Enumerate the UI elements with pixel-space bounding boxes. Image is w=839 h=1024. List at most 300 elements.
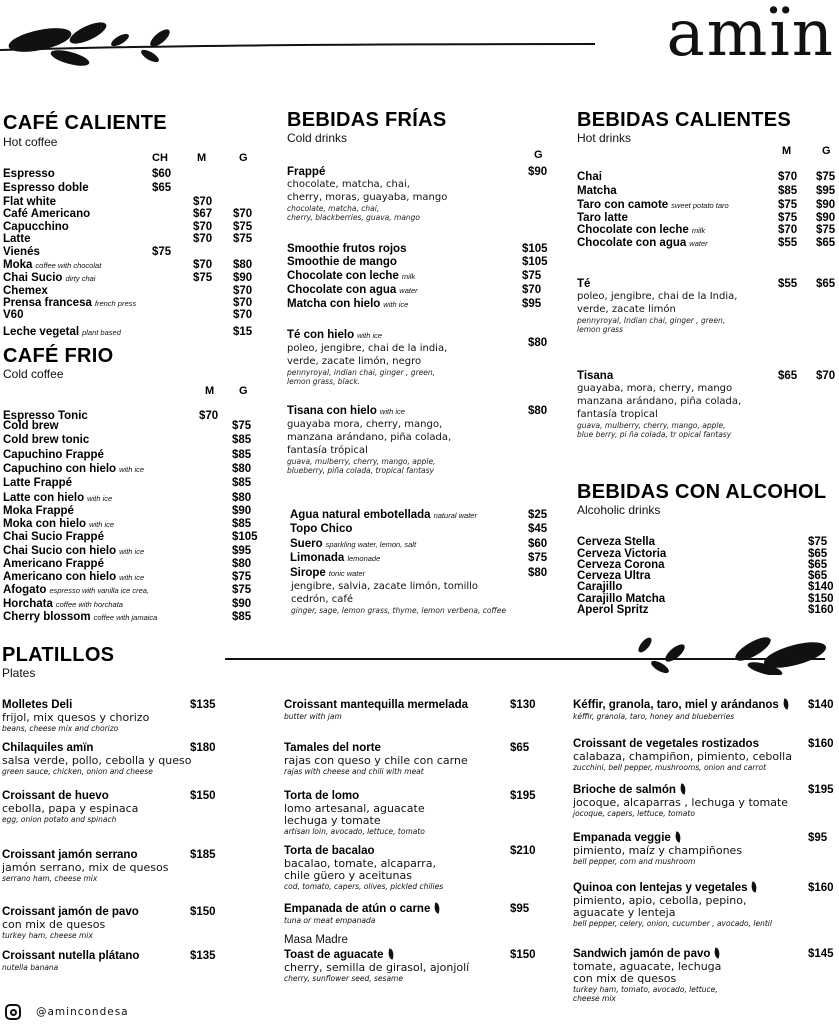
menu-item-name <box>290 567 365 580</box>
item-price: $90 <box>816 212 836 224</box>
item-price: $85 <box>232 611 252 623</box>
item-price: $75 <box>152 246 172 258</box>
item-name: Cerveza Corona <box>577 559 665 571</box>
dish-translation: serrano ham, cheese mix <box>2 874 98 883</box>
menu-item-name <box>3 434 89 447</box>
dish-item <box>573 832 742 866</box>
menu-item-name <box>290 552 380 565</box>
vine-divider-platillos <box>225 625 839 675</box>
item-name: Americano con hielo <box>3 571 117 583</box>
menu-item-name <box>3 326 121 339</box>
vine-divider-top <box>0 0 600 70</box>
dish-translation: bell pepper, celery, onion, cucumber , avocado, lentil <box>573 919 772 928</box>
item-price: $75 <box>808 536 828 548</box>
te-name: Té <box>577 278 591 290</box>
te-translation: pennyroyal, Indian chai, ginger , green, <box>577 316 726 325</box>
menu-item-name <box>577 224 705 237</box>
menu-item-name <box>577 185 617 198</box>
item-note: with ice <box>119 573 145 582</box>
frappe-price: $90 <box>528 166 548 178</box>
item-name: Espresso Tonic <box>3 410 88 422</box>
dish-desc: jamón serrano, mix de quesos <box>2 861 169 874</box>
dish-item <box>573 784 788 818</box>
menu-item-name <box>577 199 729 212</box>
bebidas-frias-subtitle: Cold drinks <box>287 131 348 145</box>
dish-translation: bell pepper, corn and mushroom <box>573 857 696 866</box>
bebidas-calientes-subtitle: Hot drinks <box>577 131 632 145</box>
item-price: $65 <box>152 182 172 194</box>
item-note: sweet potato taro <box>671 201 729 210</box>
tisana-hielo-desc: fantasía trópical <box>287 445 368 456</box>
tisana-item <box>577 370 777 439</box>
menu-item-name <box>3 531 104 544</box>
dish-translation: cherry, sunflower seed, sesame <box>284 974 403 983</box>
dish-name-text: Chilaquiles amïn <box>2 742 94 754</box>
dish-item <box>2 849 168 883</box>
item-price: $95 <box>522 298 542 310</box>
dish-translation: rajas with cheese and chili with meat <box>284 767 424 776</box>
dish-name-text: Quinoa con lentejas y vegetales <box>573 882 748 894</box>
dish-desc: lomo artesanal, aguacate <box>284 802 425 815</box>
te-hielo-item <box>287 329 527 386</box>
item-note: dirty chai <box>65 274 96 283</box>
vegetarian-leaf-icon <box>713 947 721 958</box>
dish-translation: cod, tomato, capers, olives, pickled chilies <box>284 882 444 891</box>
item-price: $195 <box>510 790 536 802</box>
menu-item-name <box>577 171 602 184</box>
dish-item <box>573 948 721 1003</box>
sirope-desc: jengibre, salvia, zacate limón, tomillo <box>291 581 479 592</box>
item-price: $90 <box>232 598 252 610</box>
col-header-ch: CH <box>152 152 168 164</box>
menu-item-name <box>3 492 112 505</box>
item-price: $70 <box>233 285 253 297</box>
dish-name-text: Toast de aguacate <box>284 949 384 961</box>
item-name: Chemex <box>3 285 48 297</box>
dish-desc: pimiento, maíz y champiñones <box>573 844 743 857</box>
dish-name <box>284 699 468 712</box>
frappe-name: Frappé <box>287 166 326 178</box>
dish-translation: beans, cheese mix and chorizo <box>2 724 119 733</box>
item-name: Chocolate con agua <box>577 237 687 249</box>
tisana-translation: blue berry, pi ña colada, tr opical fantasy <box>577 430 732 439</box>
frappe-translation: chocolate, matcha, chai, <box>287 204 380 213</box>
item-name: Latte con hielo <box>3 492 85 504</box>
te-desc: verde, zacate limón <box>577 304 676 315</box>
col-header-g: G <box>534 149 543 161</box>
item-price: $75 <box>778 199 798 211</box>
dish-desc: cherry, semilla de girasol, ajonjolí <box>284 961 470 974</box>
item-price: $195 <box>808 784 834 796</box>
item-name: Americano Frappé <box>3 558 104 570</box>
frappe-translation: cherry, blackberries, guava, mango <box>287 213 421 222</box>
item-price: $75 <box>778 212 798 224</box>
dish-name-text: Sandwich jamón de pavo <box>573 948 711 960</box>
bebidas-frias-title: BEBIDAS FRÍAS <box>287 109 447 131</box>
te-hielo-note: with ice <box>357 331 383 340</box>
item-price: $75 <box>232 420 252 432</box>
item-price: $90 <box>816 199 836 211</box>
item-price: $150 <box>510 949 536 961</box>
item-price: $70 <box>778 171 798 183</box>
item-price: $75 <box>232 584 252 596</box>
dish-translation: kéffir, granola, taro, honey and blueberries <box>573 712 735 721</box>
item-name: Chai Sucio con hielo <box>3 545 117 557</box>
item-price: $70 <box>233 297 253 309</box>
dish-name-text: Croissant mantequilla mermelada <box>284 699 469 711</box>
item-price: $95 <box>510 903 530 915</box>
item-name: Limonada <box>290 552 345 564</box>
item-name: Chai Sucio <box>3 272 63 284</box>
dish-translation: cheese mix <box>573 994 616 1003</box>
tisana-hielo-translation: blueberry, piña colada, tropical fantasy <box>287 466 434 475</box>
brand-logo: amïn <box>666 0 835 71</box>
te-hielo-desc: poleo, jengibre, chai de la india, <box>287 343 448 354</box>
item-name: Matcha <box>577 185 617 197</box>
item-name: Suero <box>290 538 323 550</box>
menu-item-name <box>290 538 416 551</box>
item-price: $130 <box>510 699 536 711</box>
menu-item-name <box>287 298 408 311</box>
te-hielo-desc: verde, zacate limón, negro <box>287 356 422 367</box>
dish-item <box>284 845 443 891</box>
item-price: $70 <box>193 196 213 208</box>
dish-translation: egg, onion potato and spinach <box>2 815 117 824</box>
item-price: $210 <box>510 845 536 857</box>
item-name: Capuchino con hielo <box>3 463 117 475</box>
item-note: with ice <box>87 494 113 503</box>
sirope-description <box>291 580 551 615</box>
te-hielo-translation: lemon grass, black. <box>287 377 361 386</box>
item-name: Sirope <box>290 567 326 579</box>
dish-name-text: Croissant de vegetales rostizados <box>573 738 759 750</box>
item-name: Afogato <box>3 584 47 596</box>
item-price: $140 <box>808 699 834 711</box>
menu-item-name <box>3 246 40 259</box>
item-price: $60 <box>528 538 548 550</box>
dish-desc: con mix de quesos <box>573 972 677 985</box>
item-price: $75 <box>816 171 836 183</box>
item-note: with ice <box>119 547 145 556</box>
dish-name-text: Croissant jamón serrano <box>2 849 138 861</box>
item-name: Smoothie frutos rojos <box>287 243 407 255</box>
tisana-desc: manzana arándano, piña colada, <box>577 396 742 407</box>
item-price: $80 <box>233 259 253 271</box>
item-price: $85 <box>232 449 252 461</box>
item-note: sparkling water, lemon, salt <box>325 540 417 549</box>
dish-name <box>573 699 789 712</box>
item-price: $70 <box>778 224 798 236</box>
menu-item-name <box>3 182 89 195</box>
dish-translation: butter with jam <box>284 712 342 721</box>
cafe-caliente-subtitle: Hot coffee <box>3 135 58 149</box>
dish-desc: jocoque, alcaparras , lechuga y tomate <box>573 796 789 809</box>
col-header-m: M <box>205 385 215 397</box>
item-price: $90 <box>233 272 253 284</box>
cafe-frio-subtitle: Cold coffee <box>3 367 64 381</box>
frappe-item <box>287 166 552 222</box>
dish-desc: con mix de quesos <box>2 918 106 931</box>
item-note: lemonade <box>347 554 381 563</box>
te-desc: poleo, jengibre, chai de la India, <box>577 291 738 302</box>
dish-name-text: Torta de lomo <box>284 790 360 802</box>
item-price: $80 <box>232 558 252 570</box>
item-price: $65 <box>510 742 530 754</box>
dish-translation: zucchini, bell pepper, mushrooms, onion and carrot <box>573 763 767 772</box>
item-price: $95 <box>808 832 828 844</box>
item-price: $75 <box>232 571 252 583</box>
item-price: $70 <box>193 221 213 233</box>
vegetarian-leaf-icon <box>433 902 441 913</box>
item-price: $150 <box>808 593 834 605</box>
alcohol-title: BEBIDAS CON ALCOHOL <box>577 481 827 503</box>
dish-desc: calabaza, champiñon, pimiento, cebolla <box>573 750 792 763</box>
item-note: water <box>399 286 418 295</box>
item-note: coffee with chocolat <box>35 261 102 270</box>
item-price: $95 <box>816 185 836 197</box>
item-note: coffee with jamaica <box>93 613 158 622</box>
dish-translation: nutella banana <box>2 963 59 972</box>
item-price: $70 <box>199 410 219 422</box>
item-name: Chai <box>577 171 602 183</box>
item-price: $75 <box>193 272 213 284</box>
item-price: $85 <box>232 477 252 489</box>
item-price: $85 <box>232 518 252 530</box>
item-price: $60 <box>152 168 172 180</box>
tisana-name: Tisana <box>577 370 614 382</box>
menu-item-name <box>3 449 104 462</box>
item-name: Cerveza Victoria <box>577 548 667 560</box>
dish-desc: bacalao, tomate, alcaparra, <box>284 857 437 870</box>
dish-item <box>2 950 139 972</box>
dish-name-text: Tamales del norte <box>284 742 381 754</box>
item-name: Capuchino Frappé <box>3 449 104 461</box>
item-price: $70 <box>233 309 253 321</box>
menu-item-name <box>577 604 649 617</box>
item-name: Chai Sucio Frappé <box>3 531 104 543</box>
item-name: Espresso <box>3 168 55 180</box>
item-price: $75 <box>816 224 836 236</box>
bebidas-calientes-title: BEBIDAS CALIENTES <box>577 109 792 131</box>
item-price: $180 <box>190 742 216 754</box>
item-name: Taro con camote <box>577 199 669 211</box>
dish-item <box>573 738 792 772</box>
item-name: Aperol Spritz <box>577 604 649 616</box>
item-name: Capucchino <box>3 221 69 233</box>
vegetarian-leaf-icon <box>386 948 394 959</box>
tisana-translation: guava, mulberry, cherry, mango, apple, <box>577 421 726 430</box>
col-header-m: M <box>197 152 207 164</box>
tisana-price-m: $65 <box>778 370 798 382</box>
item-price: $80 <box>232 492 252 504</box>
menu-item-name <box>3 598 123 611</box>
te-hielo-translation: pennyroyal, indian chai, ginger , green, <box>287 368 436 377</box>
item-price: $105 <box>522 243 548 255</box>
dish-translation: turkey ham, cheese mix <box>2 931 93 940</box>
dish-item <box>284 742 468 776</box>
item-price: $160 <box>808 738 834 750</box>
item-price: $80 <box>232 463 252 475</box>
instagram-handle[interactable]: @amincondesa <box>36 1006 129 1018</box>
menu-item-name <box>3 558 104 571</box>
item-price: $45 <box>528 523 548 535</box>
item-name: Topo Chico <box>290 523 353 535</box>
item-price: $75 <box>233 233 253 245</box>
item-price: $105 <box>232 531 258 543</box>
item-note: with ice <box>119 465 145 474</box>
vegetarian-leaf-icon <box>782 698 790 709</box>
item-price: $150 <box>190 906 216 918</box>
col-header-g: G <box>239 385 248 397</box>
menu-item-name <box>3 518 114 531</box>
item-price: $80 <box>528 567 548 579</box>
item-price: $160 <box>808 604 834 616</box>
item-price: $70 <box>193 233 213 245</box>
te-hielo-price: $80 <box>528 337 548 349</box>
item-note: with ice <box>383 300 409 309</box>
menu-item-name <box>3 259 101 272</box>
tisana-hielo-translation: guava, mulberry, cherry, mango, apple, <box>287 457 436 466</box>
menu-item-name <box>3 571 144 584</box>
dish-item <box>284 949 469 983</box>
dish-name-text: Croissant de huevo <box>2 790 109 802</box>
item-name: Flat white <box>3 196 57 208</box>
item-name: Leche vegetal <box>3 326 80 338</box>
item-name: Chocolate con leche <box>287 270 399 282</box>
cafe-frio-title: CAFÉ FRIO <box>3 345 114 367</box>
item-price: $75 <box>528 552 548 564</box>
item-name: Prensa francesa <box>3 297 92 309</box>
item-price: $185 <box>190 849 216 861</box>
dish-item <box>2 790 138 824</box>
menu-item-name <box>3 420 59 433</box>
item-note: plant based <box>82 328 121 337</box>
item-price: $95 <box>232 545 252 557</box>
dish-translation: green sauce, chicken, onion and cheese <box>2 767 153 776</box>
instagram-icon[interactable] <box>5 1004 21 1020</box>
dish-desc: rajas con queso y chile con carne <box>284 754 468 767</box>
item-name: Cherry blossom <box>3 611 91 623</box>
te-price-m: $55 <box>778 278 798 290</box>
dish-desc: chile güero y aceitunas <box>284 869 412 882</box>
item-note: tonic water <box>328 569 366 578</box>
item-name: Chocolate con leche <box>577 224 689 236</box>
sirope-desc: cedrón, café <box>291 594 354 605</box>
item-name: Cerveza Stella <box>577 536 655 548</box>
masa-madre-label: Masa Madre <box>284 934 348 946</box>
dish-name-text: Croissant jamón de pavo <box>2 906 139 918</box>
tisana-price-g: $70 <box>816 370 836 382</box>
item-name: Taro latte <box>577 212 628 224</box>
item-price: $85 <box>778 185 798 197</box>
dish-name-text: Empanada veggie <box>573 832 671 844</box>
dish-item <box>284 790 425 836</box>
dish-desc: tomate, aguacate, lechuga <box>573 960 722 973</box>
dish-item <box>573 699 789 721</box>
dish-name-text: Empanada de atún o carne <box>284 903 431 915</box>
menu-item-name <box>3 463 144 476</box>
alcohol-subtitle: Alcoholic drinks <box>577 503 661 517</box>
item-price: $140 <box>808 581 834 593</box>
item-name: Moka Frappé <box>3 505 74 517</box>
item-price: $150 <box>190 790 216 802</box>
vegetarian-leaf-icon <box>674 831 682 842</box>
item-price: $65 <box>816 237 836 249</box>
item-price: $65 <box>808 559 828 571</box>
item-note: milk <box>691 226 706 235</box>
item-price: $135 <box>190 699 216 711</box>
dish-item <box>284 699 468 721</box>
tisana-hielo-item <box>287 405 527 475</box>
dish-desc: frijol, mix quesos y chorizo <box>2 711 150 724</box>
vegetarian-leaf-icon <box>679 783 687 794</box>
col-header-m: M <box>782 145 792 157</box>
dish-item <box>2 699 149 733</box>
sirope-translation: ginger, sage, lemon grass, thyme, lemon verbena, coffee <box>291 606 507 615</box>
te-hielo-name: Té con hielo <box>287 329 355 341</box>
item-name: Moka con hielo <box>3 518 87 530</box>
item-name: Latte <box>3 233 31 245</box>
menu-item-name <box>287 284 418 297</box>
item-name: Latte Frappé <box>3 477 73 489</box>
item-price: $70 <box>233 208 253 220</box>
menu-item-name <box>3 477 72 490</box>
te-item <box>577 278 777 334</box>
dish-desc: pimiento, apio, cebolla, pepino, <box>573 894 747 907</box>
item-name: Vienés <box>3 246 40 258</box>
item-price: $90 <box>232 505 252 517</box>
menu-item-name <box>3 208 90 221</box>
frappe-desc: chocolate, matcha, chai, <box>287 179 410 190</box>
item-name: Cerveza Ultra <box>577 570 651 582</box>
dish-name-text: Torta de bacalao <box>284 845 375 857</box>
item-name: Cold brew <box>3 420 59 432</box>
menu-item-name <box>3 584 149 597</box>
tisana-hielo-desc: guayaba mora, cherry, mango, <box>287 419 443 430</box>
tisana-hielo-desc: manzana arándano, piña colada, <box>287 432 452 443</box>
menu-item-name <box>287 243 406 256</box>
item-note: milk <box>401 272 416 281</box>
item-note: natural water <box>433 511 477 520</box>
item-price: $25 <box>528 509 548 521</box>
dish-name-text: Croissant nutella plátano <box>2 950 140 962</box>
dish-item <box>573 882 772 928</box>
dish-item <box>2 906 139 940</box>
col-header-g: G <box>822 145 831 157</box>
item-price: $65 <box>808 548 828 560</box>
item-price: $70 <box>522 284 542 296</box>
menu-item-name <box>3 505 74 518</box>
dish-desc: cebolla, papa y espinaca <box>2 802 139 815</box>
item-name: V60 <box>3 309 24 321</box>
dish-name-text: Kéffir, granola, taro, miel y arándanos <box>573 699 779 711</box>
col-header-g: G <box>239 152 248 164</box>
item-name: Agua natural embotellada <box>290 509 431 521</box>
menu-item-name <box>290 523 352 536</box>
item-price: $75 <box>522 270 542 282</box>
platillos-title: PLATILLOS <box>2 644 115 666</box>
item-price: $65 <box>808 570 828 582</box>
dish-name-text: Brioche de salmón <box>573 784 676 796</box>
item-price: $135 <box>190 950 216 962</box>
item-name: Carajillo <box>577 581 623 593</box>
dish-desc: salsa verde, pollo, cebolla y queso <box>2 754 192 767</box>
menu-item-name <box>3 545 144 558</box>
dish-item <box>284 903 440 925</box>
item-price: $85 <box>232 434 252 446</box>
tisana-desc: guayaba, mora, cherry, mango <box>577 383 733 394</box>
dish-translation: artisan loin, avocado, lettuce, tomato <box>284 827 425 836</box>
